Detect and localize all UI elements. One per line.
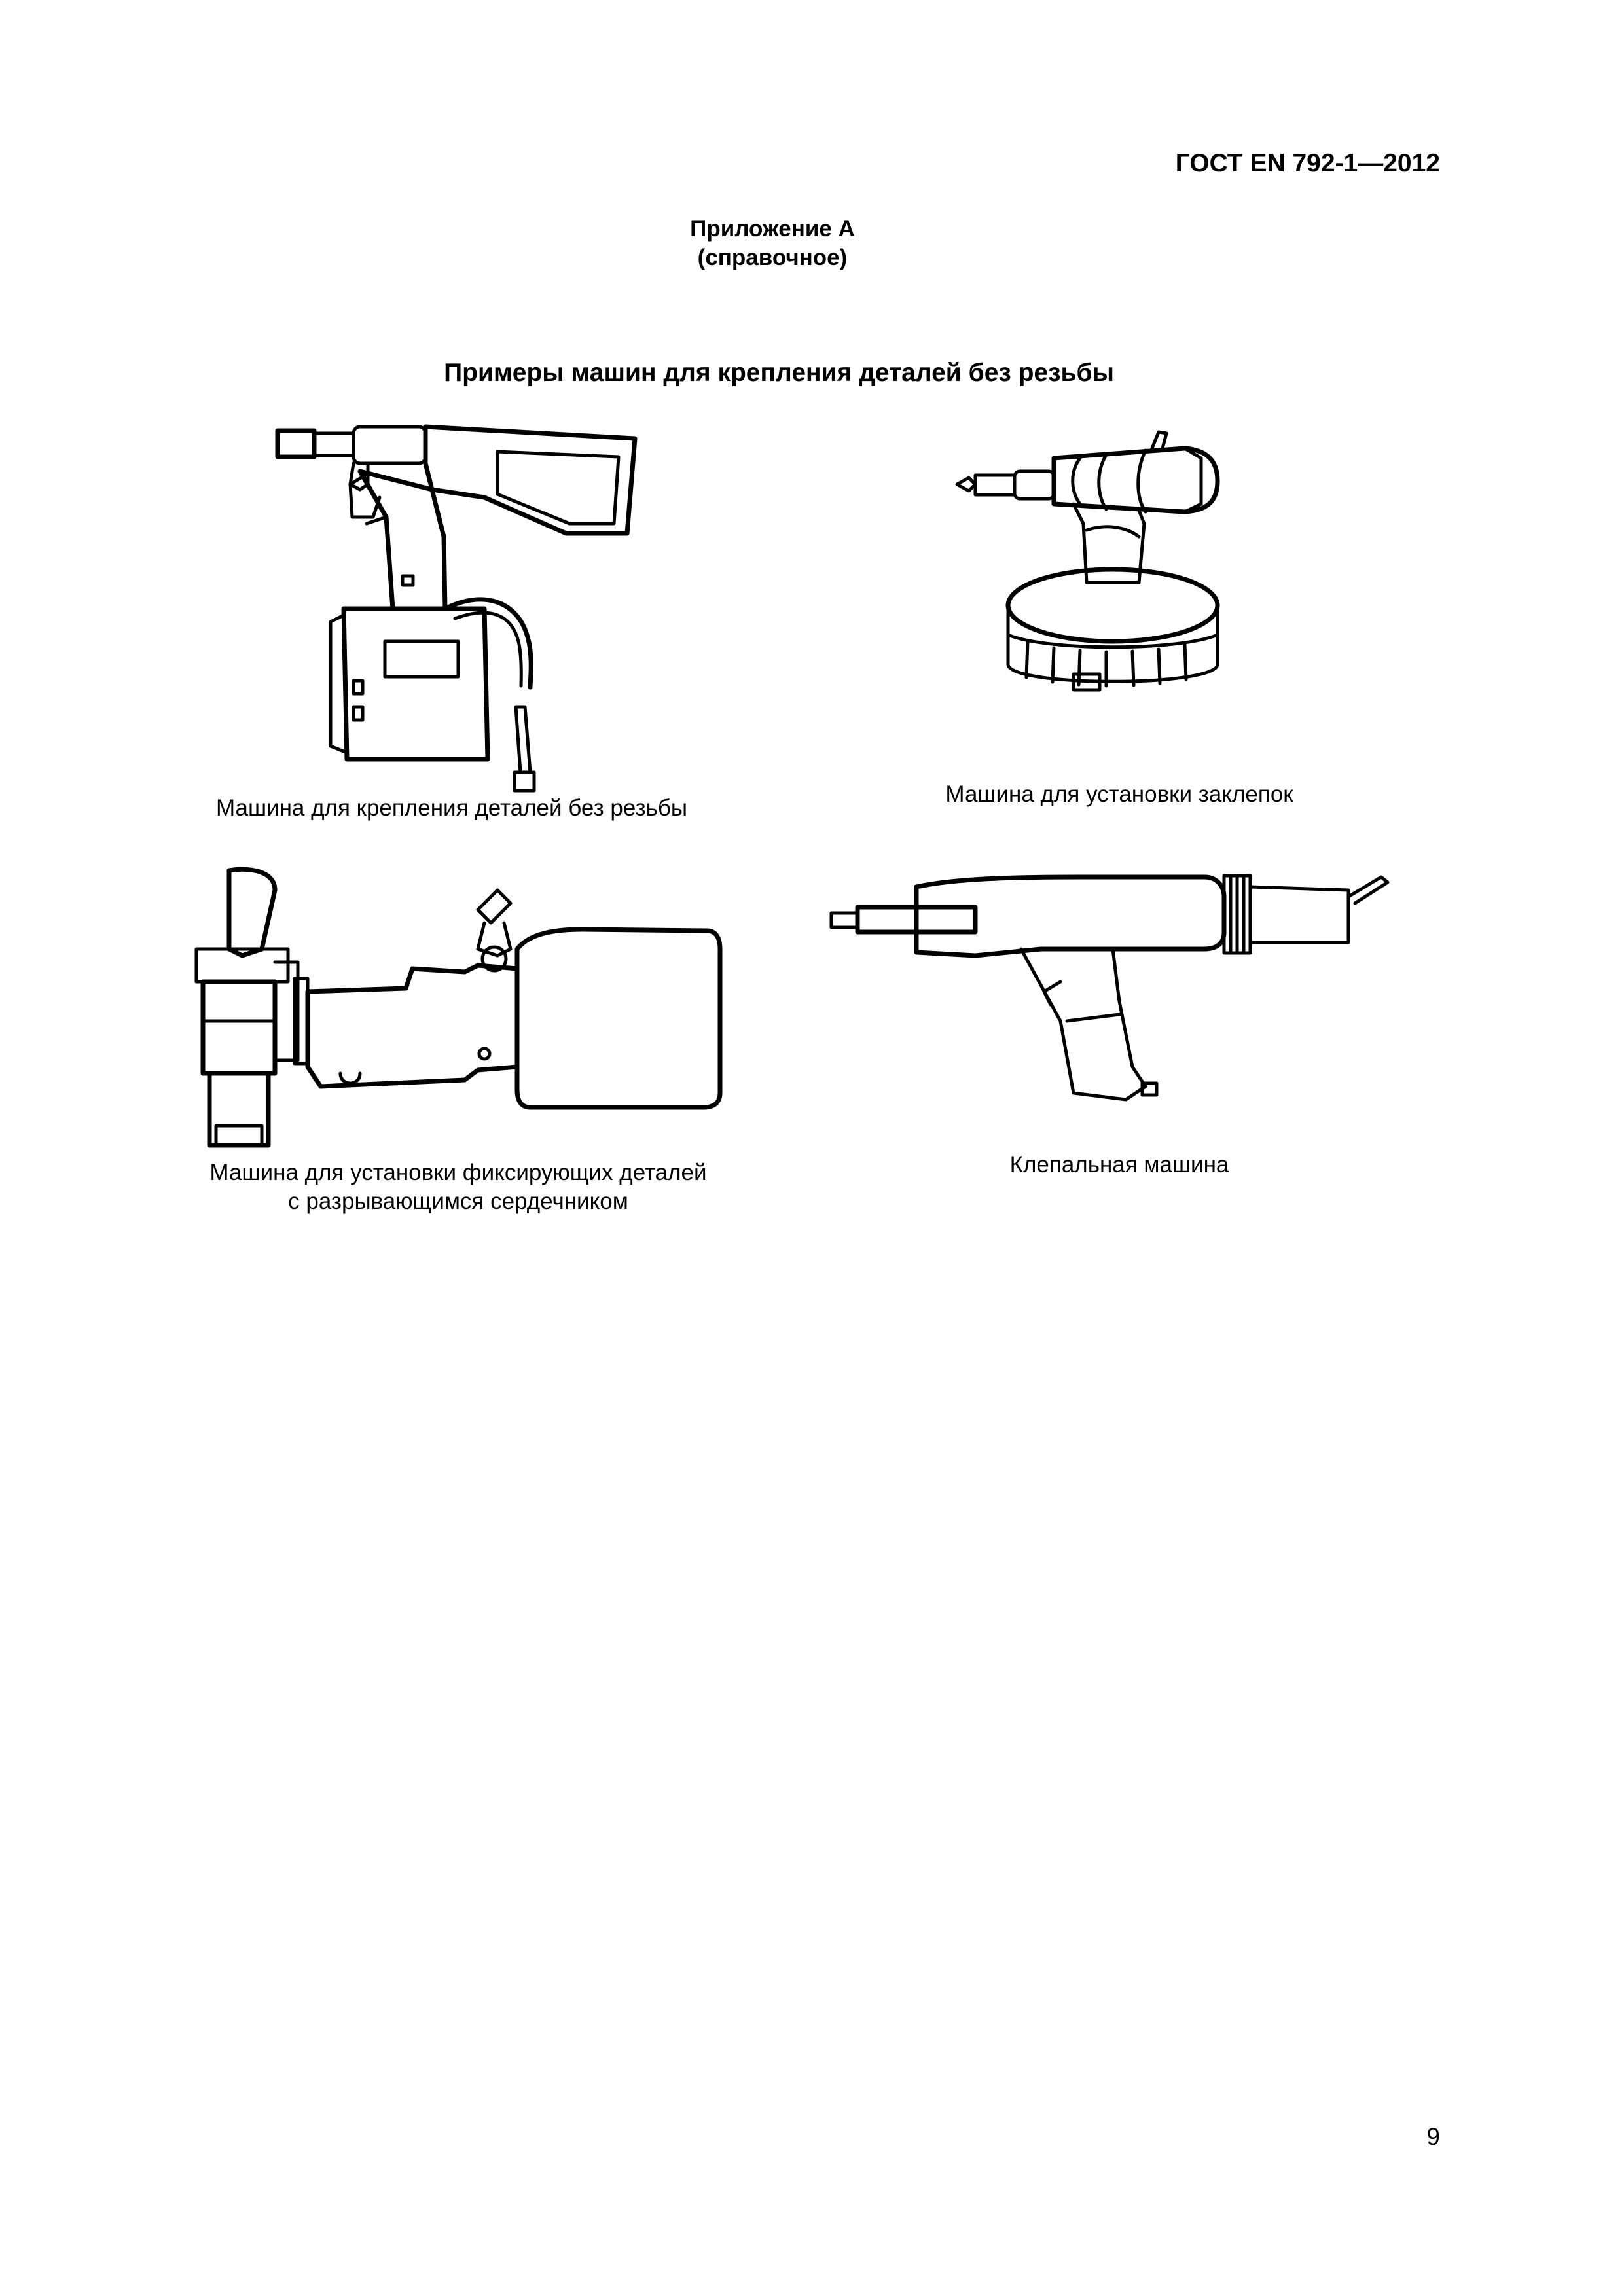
figure-mandrel-machine: [190, 851, 733, 1165]
caption-line: с разрывающимся сердечником: [288, 1189, 628, 1214]
caption-line: Машина для установки заклепок: [945, 781, 1293, 807]
document-header: ГОСТ EN 792-1—2012: [1175, 149, 1440, 177]
section-title: Примеры машин для крепления деталей без резьбы: [444, 359, 1114, 387]
appendix-heading: [589, 215, 956, 272]
figure-rivet-setting-machine: [949, 419, 1276, 726]
figure-caption-rivet-setting: [844, 780, 1394, 809]
caption-line: Машина для крепления деталей без резьбы: [215, 795, 688, 821]
appendix-title: Приложение А: [690, 216, 855, 242]
appendix-type: (справочное): [697, 245, 848, 270]
page-number: 9: [1426, 2123, 1440, 2150]
figure-caption-riveting: [851, 1151, 1388, 1179]
figure-riveting-machine: [825, 851, 1407, 1113]
caption-line: Клепальная машина: [1009, 1152, 1229, 1177]
figure-fastening-machine: [268, 419, 648, 805]
caption-line: Машина для установки фиксирующих деталей: [209, 1160, 707, 1185]
figure-caption-fastening: [144, 794, 759, 823]
figure-caption-mandrel: [131, 1158, 785, 1216]
